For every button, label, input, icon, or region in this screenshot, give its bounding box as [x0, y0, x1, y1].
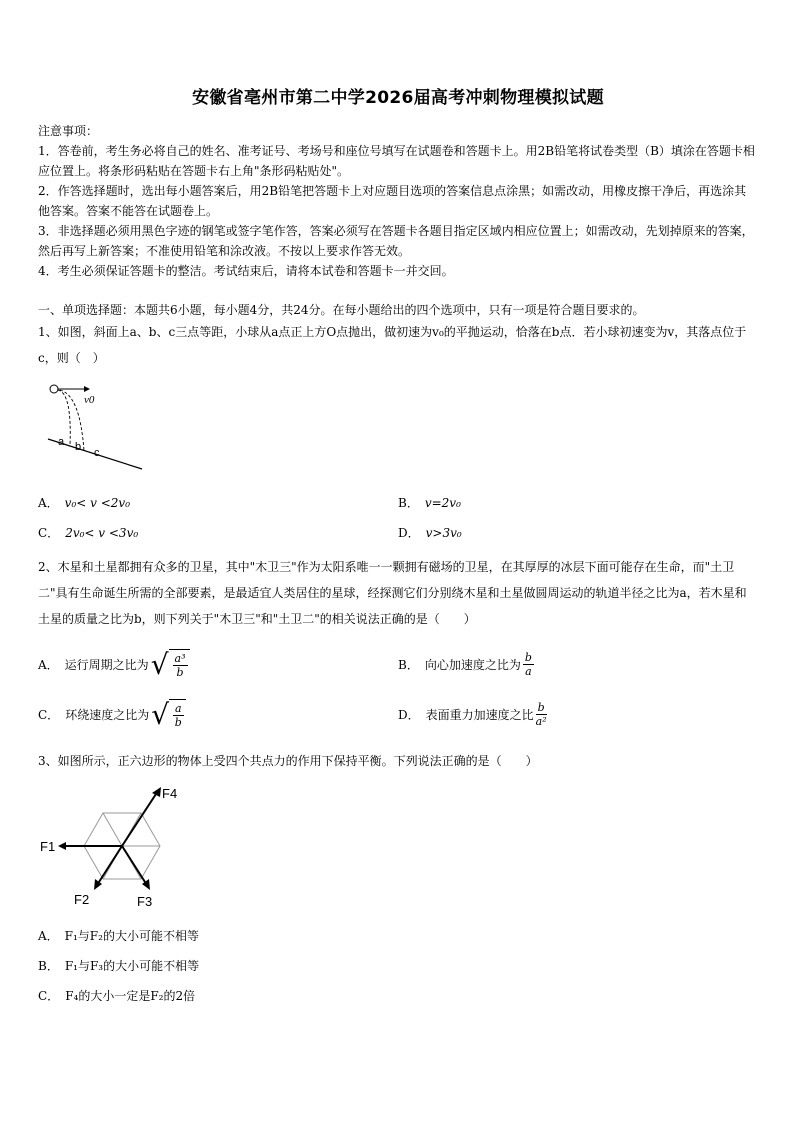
question-3-text: 3、如图所示，正六边形的物体上受四个共点力的作用下保持平衡。下列说法正确的是（ ） [38, 753, 538, 768]
option-a[interactable]: A． 运行周期之比为 √ $\frac{\text{a³}}{b}$ [38, 640, 398, 690]
question-3-options [38, 921, 758, 1011]
question-2 [38, 554, 758, 740]
question-1-options [38, 488, 758, 548]
option-d[interactable]: D． v>3v₀ [398, 525, 462, 540]
label-a: a [58, 435, 65, 448]
label-f4: F4 [162, 785, 178, 801]
fraction: $\frac{b}{\text{a²}}$ [535, 701, 547, 728]
option-b[interactable]: B． v=2v₀ [398, 495, 461, 510]
option-c[interactable]: C． 环绕速度之比为 √ $\frac{a}{b}$ [38, 690, 398, 740]
question-2-text: 2、木星和土星都拥有众多的卫星，其中"木卫三"作为太阳系唯一一颗拥有磁场的卫星，在其厚厚的冰层下面可能存在生命，而"土卫二"具有生命诞生所需的全部要素，是最适宜人类居住的星球，经探测它们分别绕木星和土星做圆周运动的轨道半径之比为a，若木星和土星的质量之比为b，则下列关于"木卫三"和"土卫二"的相关说法正确的是（ ） [38, 559, 747, 626]
option-a[interactable]: A． v₀< v <2v₀ [38, 495, 131, 510]
question-1 [38, 319, 758, 548]
notice-heading: 注意事项： [38, 123, 99, 138]
label-b: b [75, 440, 82, 453]
sqrt-expression: √ $\frac{a}{b}$ [151, 699, 185, 730]
label-f3: F3 [137, 893, 153, 909]
sqrt-expression: √ $\frac{\text{a³}}{b}$ [151, 649, 190, 680]
question-3 [38, 748, 758, 1011]
label-f1: F1 [40, 838, 56, 854]
label-f2: F2 [74, 891, 90, 907]
option-b[interactable]: B． F₁与F₃的大小可能不相等 [38, 958, 200, 973]
option-d[interactable]: D． 表面重力加速度之比 $\frac{b}{\text{a²}}$ [398, 701, 547, 728]
option-c[interactable]: C． F₄的大小一定是F₂的2倍 [38, 988, 196, 1003]
label-c: c [94, 446, 100, 459]
notice-block [38, 121, 758, 281]
question-2-options [38, 640, 758, 740]
notice-item: 4．考生必须保证答题卡的整洁。考试结束后，请将本试卷和答题卡一并交回。 [38, 263, 454, 278]
notice-item: 2．作答选择题时，选出每小题答案后，用2B铅笔把答题卡上对应题目选项的答案信息点涂黑；如需改动，用橡皮擦干净后，再选涂其他答案。答案不能答在试题卷上。 [38, 183, 747, 218]
option-b[interactable]: B． 向心加速度之比为 $\frac{b}{a}$ [398, 651, 532, 678]
question-1-text: 1、如图，斜面上a、b、c三点等距，小球从a点正上方O点抛出，做初速为v₀的平抛运动，恰落在b点．若小球初速变为v，其落点位于c，则（ ） [38, 324, 747, 365]
notice-item: 1．答卷前，考生务必将自己的姓名、准考证号、考场号和座位号填写在试题卷和答题卡上。用2B铅笔将试卷类型（B）填涂在答题卡相应位置上。将条形码粘贴在答题卡右上角"条形码粘贴处"。 [38, 143, 755, 178]
option-c[interactable]: C． 2v₀< v <3v₀ [38, 525, 139, 540]
page-title: 安徽省亳州市第二中学2026届高考冲刺物理模拟试题 [192, 88, 604, 108]
exam-page [38, 86, 758, 1011]
section-heading: 一、单项选择题：本题共6小题，每小题4分，共24分。在每小题给出的四个选项中，只有一项是符合题目要求的。 [38, 302, 645, 317]
label-v0: v0 [84, 393, 95, 406]
notice-item: 3．非选择题必须用黑色字迹的钢笔或签字笔作答，答案必须写在答题卡各题目指定区域内相应位置上；如需改动，先划掉原来的答案，然后再写上新答案；不准使用铅笔和涂改液。不按以上要求作答无效。 [38, 223, 754, 258]
fraction: $\frac{b}{a}$ [524, 651, 532, 678]
projectile-figure [46, 383, 156, 475]
hexagon-force-figure [38, 782, 188, 912]
option-a[interactable]: A． F₁与F₂的大小可能不相等 [38, 928, 199, 943]
